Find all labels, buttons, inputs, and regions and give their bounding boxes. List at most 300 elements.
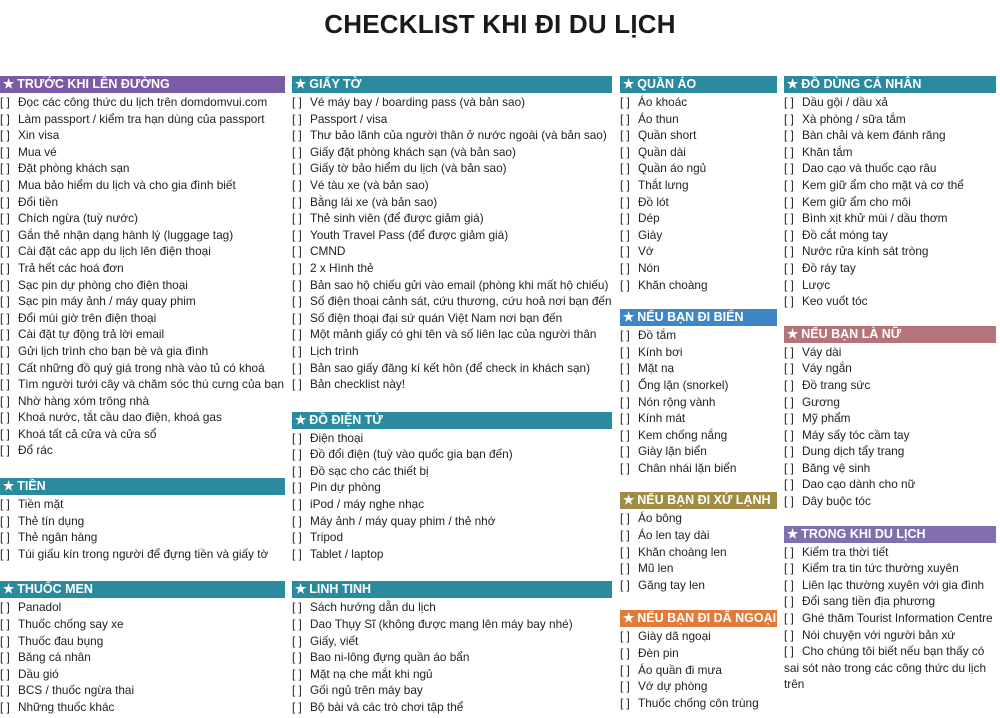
checklist-item-label: Thuốc chống say xe xyxy=(18,617,124,632)
checkbox-icon[interactable]: [ ] xyxy=(0,327,10,342)
checkbox-icon[interactable]: [ ] xyxy=(292,600,302,615)
checklist-item-label: Giấy, viết xyxy=(310,633,359,648)
checkbox-icon[interactable]: [ ] xyxy=(0,111,10,126)
checklist-item[interactable] xyxy=(0,144,285,161)
checklist-item[interactable] xyxy=(0,376,285,393)
checkbox-icon[interactable]: [ ] xyxy=(292,144,302,159)
checkbox-icon[interactable]: [ ] xyxy=(784,594,794,609)
checklist-item[interactable] xyxy=(784,627,996,644)
checklist-item-label: Một mảnh giấy có ghi tên và số liên lạc của người thân xyxy=(310,327,597,342)
checkbox-icon[interactable]: [ ] xyxy=(0,377,10,392)
checklist-item[interactable] xyxy=(0,111,285,128)
checklist-item[interactable] xyxy=(620,427,777,444)
checkbox-icon[interactable]: [ ] xyxy=(620,177,630,192)
checkbox-icon[interactable]: [ ] xyxy=(784,477,794,492)
checkbox-icon[interactable]: [ ] xyxy=(0,633,10,648)
checklist-item[interactable] xyxy=(784,593,996,610)
checklist-item[interactable] xyxy=(0,599,285,616)
checklist-item-label: Thẻ sinh viên (để được giảm giá) xyxy=(310,211,484,226)
checklist-item[interactable] xyxy=(292,326,612,343)
checkbox-icon[interactable]: [ ] xyxy=(292,343,302,358)
checklist-item[interactable] xyxy=(292,144,612,161)
checkbox-icon[interactable]: [ ] xyxy=(784,611,794,626)
checklist-item[interactable] xyxy=(784,194,996,211)
checkbox-icon[interactable]: [ ] xyxy=(620,528,630,543)
checkbox-icon[interactable]: [ ] xyxy=(0,277,10,292)
checklist-item[interactable] xyxy=(292,513,612,530)
checkbox-icon[interactable]: [ ] xyxy=(620,144,630,159)
checklist-item[interactable] xyxy=(620,377,777,394)
checklist-item[interactable] xyxy=(292,463,612,480)
checklist-item[interactable] xyxy=(0,666,285,683)
checklist-item[interactable] xyxy=(620,577,777,594)
checkbox-icon[interactable]: [ ] xyxy=(292,377,302,392)
checkbox-icon[interactable]: [ ] xyxy=(292,260,302,275)
checklist-item-label: Kem giữ ẩm cho môi xyxy=(802,194,911,209)
checklist-item[interactable] xyxy=(292,546,612,563)
checklist-item-label: Đổi sang tiền địa phương xyxy=(802,594,936,609)
checkbox-icon[interactable]: [ ] xyxy=(620,128,630,143)
checklist-item[interactable] xyxy=(784,577,996,594)
checklist-item[interactable] xyxy=(292,699,612,716)
checklist-item[interactable] xyxy=(0,546,285,563)
checkbox-icon[interactable]: [ ] xyxy=(292,497,302,512)
checklist-item[interactable] xyxy=(784,243,996,260)
checklist-item[interactable] xyxy=(620,94,777,111)
checklist-item-label: Kem giữ ẩm cho mặt và cơ thể xyxy=(802,177,964,192)
checklist xyxy=(0,495,285,562)
section-header-label: LINH TINH xyxy=(309,582,372,597)
checklist-item-label: Giày dã ngoại xyxy=(638,629,711,644)
checkbox-icon[interactable]: [ ] xyxy=(784,227,794,242)
checklist-item[interactable] xyxy=(0,649,285,666)
checklist-item[interactable] xyxy=(0,260,285,277)
checkbox-icon[interactable]: [ ] xyxy=(620,411,630,426)
checklist-item[interactable] xyxy=(620,645,777,662)
checklist-item[interactable] xyxy=(0,127,285,144)
checklist-item[interactable] xyxy=(620,210,777,227)
checkbox-icon[interactable]: [ ] xyxy=(620,161,630,176)
checklist-item[interactable] xyxy=(0,94,285,111)
checkbox-icon[interactable]: [ ] xyxy=(784,344,794,359)
section-beach xyxy=(620,309,777,476)
checkbox-icon[interactable]: [ ] xyxy=(784,427,794,442)
checkbox-icon[interactable]: [ ] xyxy=(292,211,302,226)
checklist xyxy=(620,509,777,593)
checklist-item[interactable] xyxy=(292,496,612,513)
checklist-item[interactable] xyxy=(0,616,285,633)
checklist-item[interactable] xyxy=(620,360,777,377)
checklist-item[interactable] xyxy=(0,360,285,377)
checkbox-icon[interactable]: [ ] xyxy=(620,460,630,475)
checkbox-icon[interactable]: [ ] xyxy=(292,294,302,309)
checkbox-icon[interactable]: [ ] xyxy=(620,444,630,459)
section-camping xyxy=(620,610,777,711)
checklist-item[interactable] xyxy=(784,227,996,244)
checkbox-icon[interactable]: [ ] xyxy=(620,679,630,694)
checkbox-icon[interactable]: [ ] xyxy=(0,343,10,358)
checklist-item[interactable] xyxy=(292,599,612,616)
checkbox-icon[interactable]: [ ] xyxy=(620,377,630,392)
checkbox-icon[interactable]: [ ] xyxy=(0,617,10,632)
checkbox-icon[interactable]: [ ] xyxy=(620,95,630,109)
checklist-item[interactable] xyxy=(292,194,612,211)
checklist-item[interactable] xyxy=(620,327,777,344)
checklist-item[interactable] xyxy=(0,496,285,513)
checklist-item-label: Gương xyxy=(802,394,840,409)
checkbox-icon[interactable]: [ ] xyxy=(292,513,302,528)
checkbox-icon[interactable]: [ ] xyxy=(0,683,10,698)
checklist-item[interactable] xyxy=(0,343,285,360)
checklist-item[interactable] xyxy=(784,144,996,161)
checkbox-icon[interactable]: [ ] xyxy=(292,310,302,325)
checklist-item[interactable] xyxy=(292,210,612,227)
checkbox-icon[interactable]: [ ] xyxy=(0,310,10,325)
checklist-item[interactable] xyxy=(784,410,996,427)
checklist-item[interactable] xyxy=(620,510,777,527)
checkbox-icon[interactable]: [ ] xyxy=(292,480,302,495)
checklist-item[interactable] xyxy=(620,144,777,161)
checklist-item[interactable] xyxy=(620,243,777,260)
checklist-item-label: Xà phòng / sữa tắm xyxy=(802,111,906,126)
checklist-item-label: Nón xyxy=(638,260,660,275)
checklist-item-label: CMND xyxy=(310,244,346,259)
checklist-item[interactable] xyxy=(0,227,285,244)
checkbox-icon[interactable]: [ ] xyxy=(0,497,10,512)
checkbox-icon[interactable]: [ ] xyxy=(0,360,10,375)
checklist-item[interactable] xyxy=(620,678,777,695)
checklist-item[interactable] xyxy=(292,376,612,393)
checkbox-icon[interactable]: [ ] xyxy=(620,328,630,343)
checklist-item[interactable] xyxy=(0,426,285,443)
checkbox-icon[interactable]: [ ] xyxy=(784,244,794,259)
checkbox-icon[interactable]: [ ] xyxy=(620,277,630,292)
checklist-item-label: Tablet / laptop xyxy=(310,546,384,561)
checkbox-icon[interactable]: [ ] xyxy=(292,277,302,292)
checklist-item[interactable] xyxy=(784,643,996,693)
checkbox-icon[interactable]: [ ] xyxy=(784,494,794,509)
checklist-item[interactable] xyxy=(0,243,285,260)
checkbox-icon[interactable]: [ ] xyxy=(292,227,302,242)
checklist-item[interactable] xyxy=(0,393,285,410)
checklist xyxy=(620,326,777,476)
checkbox-icon[interactable]: [ ] xyxy=(0,194,10,209)
checklist-item[interactable] xyxy=(620,111,777,128)
checklist-item[interactable] xyxy=(784,127,996,144)
checkbox-icon[interactable]: [ ] xyxy=(784,411,794,426)
checklist-item-label: Dầu gió xyxy=(18,666,59,681)
checkbox-icon[interactable]: [ ] xyxy=(620,544,630,559)
checkbox-icon[interactable]: [ ] xyxy=(0,426,10,441)
checkbox-icon[interactable]: [ ] xyxy=(0,600,10,615)
checkbox-icon[interactable]: [ ] xyxy=(620,244,630,259)
checkbox-icon[interactable]: [ ] xyxy=(620,194,630,209)
checkbox-icon[interactable]: [ ] xyxy=(292,430,302,445)
checkbox-icon[interactable]: [ ] xyxy=(292,177,302,192)
checklist-item[interactable] xyxy=(620,443,777,460)
checkbox-icon[interactable]: [ ] xyxy=(784,627,794,642)
checkbox-icon[interactable]: [ ] xyxy=(784,95,794,109)
section-clothes xyxy=(620,76,777,293)
checkbox-icon[interactable]: [ ] xyxy=(784,111,794,126)
checklist-item[interactable] xyxy=(620,160,777,177)
checkbox-icon[interactable]: [ ] xyxy=(784,444,794,459)
checklist-item[interactable] xyxy=(784,476,996,493)
checklist-item[interactable] xyxy=(784,443,996,460)
checklist-item[interactable] xyxy=(292,127,612,144)
checkbox-icon[interactable]: [ ] xyxy=(620,361,630,376)
checklist-item-label: Pin dự phòng xyxy=(310,480,381,495)
checkbox-icon[interactable]: [ ] xyxy=(784,544,794,559)
checkbox-icon[interactable]: [ ] xyxy=(0,95,10,109)
checkbox-icon[interactable]: [ ] xyxy=(620,577,630,592)
checkbox-icon[interactable]: [ ] xyxy=(620,394,630,409)
checklist-item-label: Xin visa xyxy=(18,128,60,143)
checklist-item[interactable] xyxy=(784,277,996,294)
checklist-item[interactable] xyxy=(784,177,996,194)
checkbox-icon[interactable]: [ ] xyxy=(0,244,10,259)
checklist-item[interactable] xyxy=(620,227,777,244)
checklist-item[interactable] xyxy=(784,394,996,411)
checklist-item[interactable] xyxy=(292,479,612,496)
checkbox-icon[interactable]: [ ] xyxy=(784,128,794,143)
checkbox-icon[interactable]: [ ] xyxy=(0,211,10,226)
checklist-item[interactable] xyxy=(620,695,777,712)
checklist-item[interactable] xyxy=(620,260,777,277)
checklist-item-label: Đặt phòng khách sạn xyxy=(18,161,130,176)
star-icon: ★ xyxy=(295,412,307,427)
checkbox-icon[interactable]: [ ] xyxy=(292,327,302,342)
checkbox-icon[interactable]: [ ] xyxy=(0,177,10,192)
checklist-item[interactable] xyxy=(620,394,777,411)
checkbox-icon[interactable]: [ ] xyxy=(292,617,302,632)
checkbox-icon[interactable]: [ ] xyxy=(784,294,794,309)
section-header-label: QUẦN ÁO xyxy=(637,77,697,91)
checklist-item[interactable] xyxy=(292,360,612,377)
star-icon: ★ xyxy=(787,326,799,341)
checkbox-icon[interactable]: [ ] xyxy=(784,577,794,592)
checklist-item[interactable] xyxy=(0,210,285,227)
checkbox-icon[interactable]: [ ] xyxy=(784,361,794,376)
checkbox-icon[interactable]: [ ] xyxy=(620,427,630,442)
checkbox-icon[interactable]: [ ] xyxy=(0,393,10,408)
checklist-item[interactable] xyxy=(0,310,285,327)
checkbox-icon[interactable]: [ ] xyxy=(292,650,302,665)
checklist-item[interactable] xyxy=(620,628,777,645)
checklist-item[interactable] xyxy=(784,94,996,111)
checklist-item[interactable] xyxy=(620,344,777,361)
checkbox-icon[interactable]: [ ] xyxy=(0,144,10,159)
checkbox-icon[interactable]: [ ] xyxy=(0,294,10,309)
checklist-item[interactable] xyxy=(784,210,996,227)
checklist-item-label: Quần áo ngủ xyxy=(638,161,707,176)
checklist-item-label: Máy sấy tóc cầm tay xyxy=(802,427,910,442)
checklist-item-label: Thắt lưng xyxy=(638,177,689,192)
checkbox-icon[interactable]: [ ] xyxy=(620,111,630,126)
checklist-item[interactable] xyxy=(292,310,612,327)
checklist-item[interactable] xyxy=(292,430,612,447)
checklist-item-label: Làm passport / kiểm tra hạn dùng của passport xyxy=(18,111,265,126)
checkbox-icon[interactable]: [ ] xyxy=(784,561,794,576)
checkbox-icon[interactable]: [ ] xyxy=(292,683,302,698)
checkbox-icon[interactable]: [ ] xyxy=(0,410,10,425)
checklist-item[interactable] xyxy=(0,160,285,177)
checklist-item[interactable] xyxy=(620,544,777,561)
checklist-item[interactable] xyxy=(292,277,612,294)
checklist-item[interactable] xyxy=(0,633,285,650)
checklist-item[interactable] xyxy=(784,360,996,377)
checkbox-icon[interactable]: [ ] xyxy=(292,447,302,462)
checkbox-icon[interactable]: [ ] xyxy=(292,128,302,143)
section-header xyxy=(784,526,996,543)
checkbox-icon[interactable]: [ ] xyxy=(292,244,302,259)
checkbox-icon[interactable]: [ ] xyxy=(784,394,794,409)
checklist-item[interactable] xyxy=(292,227,612,244)
checklist-item[interactable] xyxy=(292,649,612,666)
checklist-item[interactable] xyxy=(784,493,996,510)
checklist-item[interactable] xyxy=(292,177,612,194)
checklist-item[interactable] xyxy=(784,610,996,627)
checklist-item[interactable] xyxy=(292,633,612,650)
checklist-item[interactable] xyxy=(784,460,996,477)
checklist-item-label: Đồ sạc cho các thiết bị xyxy=(310,463,429,478)
checklist-item[interactable] xyxy=(0,442,285,459)
checklist-item[interactable] xyxy=(292,616,612,633)
checkbox-icon[interactable]: [ ] xyxy=(292,463,302,478)
checkbox-icon[interactable]: [ ] xyxy=(620,344,630,359)
checklist-item[interactable] xyxy=(0,699,285,716)
checkbox-icon[interactable]: [ ] xyxy=(784,644,794,659)
checklist-item[interactable] xyxy=(292,243,612,260)
checkbox-icon[interactable]: [ ] xyxy=(292,530,302,545)
checkbox-icon[interactable]: [ ] xyxy=(292,111,302,126)
checklist-item[interactable] xyxy=(620,662,777,679)
checkbox-icon[interactable]: [ ] xyxy=(620,629,630,644)
checklist-item[interactable] xyxy=(0,194,285,211)
checkbox-icon[interactable]: [ ] xyxy=(0,260,10,275)
checklist-item[interactable] xyxy=(292,529,612,546)
checkbox-icon[interactable]: [ ] xyxy=(0,443,10,458)
checklist-item[interactable] xyxy=(0,513,285,530)
checkbox-icon[interactable]: [ ] xyxy=(784,260,794,275)
checkbox-icon[interactable]: [ ] xyxy=(0,700,10,714)
checklist-item[interactable] xyxy=(620,527,777,544)
checklist-item[interactable] xyxy=(620,560,777,577)
checkbox-icon[interactable]: [ ] xyxy=(784,211,794,226)
checklist-item-label: Chân nhái lặn biển xyxy=(638,460,737,475)
checklist-item[interactable] xyxy=(292,343,612,360)
checklist-item[interactable] xyxy=(784,111,996,128)
checkbox-icon[interactable]: [ ] xyxy=(292,666,302,681)
checklist-item[interactable] xyxy=(620,460,777,477)
checkbox-icon[interactable]: [ ] xyxy=(0,530,10,545)
checklist-item-label: Cài đặt các app du lịch lên điện thoại xyxy=(18,244,211,259)
checkbox-icon[interactable]: [ ] xyxy=(784,144,794,159)
checkbox-icon[interactable]: [ ] xyxy=(784,460,794,475)
checkbox-icon[interactable]: [ ] xyxy=(292,633,302,648)
section-header xyxy=(784,76,996,93)
checklist-item-label: Bản sao giấy đăng kí kết hôn (để check in khách sạn) xyxy=(310,360,591,375)
checkbox-icon[interactable]: [ ] xyxy=(620,211,630,226)
checkbox-icon[interactable]: [ ] xyxy=(784,161,794,176)
checklist-item[interactable] xyxy=(0,682,285,699)
checklist-item-label: Cài đặt tự động trả lời email xyxy=(18,327,165,342)
checkbox-icon[interactable]: [ ] xyxy=(620,511,630,526)
checklist-item[interactable] xyxy=(0,326,285,343)
checkbox-icon[interactable]: [ ] xyxy=(620,227,630,242)
checklist-item[interactable] xyxy=(292,260,612,277)
checkbox-icon[interactable]: [ ] xyxy=(784,194,794,209)
checkbox-icon[interactable]: [ ] xyxy=(292,700,302,714)
checklist-item[interactable] xyxy=(292,160,612,177)
checkbox-icon[interactable]: [ ] xyxy=(0,161,10,176)
checkbox-icon[interactable]: [ ] xyxy=(620,260,630,275)
checklist-item[interactable] xyxy=(292,666,612,683)
checklist-item-label: Áo khoác xyxy=(638,95,688,109)
checkbox-icon[interactable]: [ ] xyxy=(620,662,630,677)
star-icon: ★ xyxy=(623,310,635,325)
checkbox-icon[interactable]: [ ] xyxy=(620,561,630,576)
checklist-item[interactable] xyxy=(784,160,996,177)
checkbox-icon[interactable]: [ ] xyxy=(620,646,630,661)
star-icon: ★ xyxy=(623,77,635,91)
checklist-item-label: Chích ngừa (tuỳ nước) xyxy=(18,211,138,226)
checklist-item[interactable] xyxy=(784,293,996,310)
checkbox-icon[interactable]: [ ] xyxy=(0,227,10,242)
column-4 xyxy=(784,76,996,693)
checklist-item[interactable] xyxy=(292,111,612,128)
checklist-item[interactable] xyxy=(620,277,777,294)
checkbox-icon[interactable]: [ ] xyxy=(292,360,302,375)
checkbox-icon[interactable]: [ ] xyxy=(784,377,794,392)
checklist-item[interactable] xyxy=(784,427,996,444)
checklist-item[interactable] xyxy=(784,260,996,277)
checkbox-icon[interactable]: [ ] xyxy=(292,161,302,176)
checklist-item[interactable] xyxy=(620,127,777,144)
checklist-item[interactable] xyxy=(620,177,777,194)
checklist-item[interactable] xyxy=(0,293,285,310)
checkbox-icon[interactable]: [ ] xyxy=(0,666,10,681)
checklist-item[interactable] xyxy=(292,94,612,111)
checkbox-icon[interactable]: [ ] xyxy=(620,695,630,710)
checkbox-icon[interactable]: [ ] xyxy=(0,546,10,561)
checkbox-icon[interactable]: [ ] xyxy=(0,513,10,528)
checklist-item[interactable] xyxy=(0,529,285,546)
checklist-item[interactable] xyxy=(620,410,777,427)
checkbox-icon[interactable]: [ ] xyxy=(292,546,302,561)
checkbox-icon[interactable]: [ ] xyxy=(292,95,302,109)
checklist-item[interactable] xyxy=(784,377,996,394)
section-header xyxy=(292,412,612,429)
checklist-item-label: Mặt nạ xyxy=(638,361,675,376)
checklist-item[interactable] xyxy=(784,344,996,361)
checklist-item[interactable] xyxy=(292,446,612,463)
checklist-item[interactable] xyxy=(0,409,285,426)
checkbox-icon[interactable]: [ ] xyxy=(784,177,794,192)
checklist-item[interactable] xyxy=(784,560,996,577)
checklist-item[interactable] xyxy=(0,177,285,194)
checklist-item[interactable] xyxy=(784,544,996,561)
checklist-item[interactable] xyxy=(292,682,612,699)
checkbox-icon[interactable]: [ ] xyxy=(784,277,794,292)
checklist-item[interactable] xyxy=(292,293,612,310)
checkbox-icon[interactable]: [ ] xyxy=(292,194,302,209)
checkbox-icon[interactable]: [ ] xyxy=(0,128,10,143)
checklist-item[interactable] xyxy=(620,194,777,211)
checklist-item[interactable] xyxy=(0,277,285,294)
checkbox-icon[interactable]: [ ] xyxy=(0,650,10,665)
checklist xyxy=(292,598,612,715)
